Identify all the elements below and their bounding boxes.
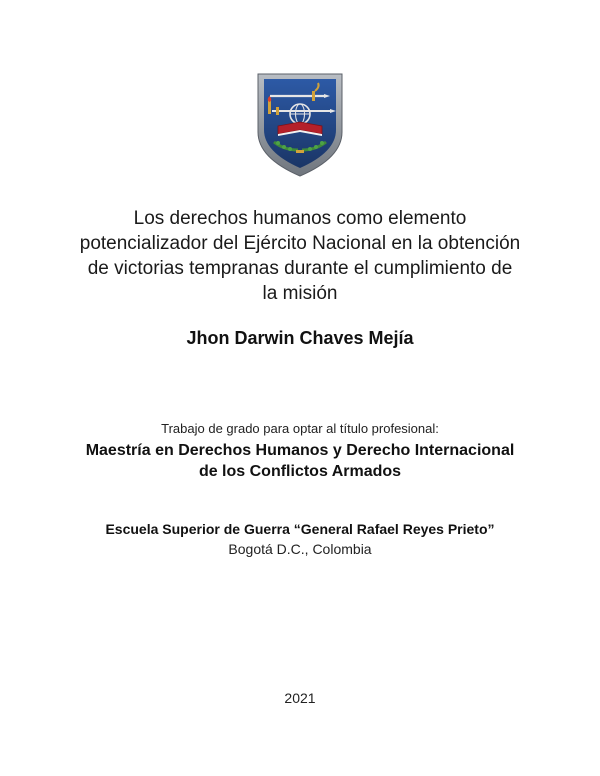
- military-school-crest-icon: [254, 70, 346, 178]
- thesis-title-line: potencializador del Ejército Nacional en la obtención: [79, 233, 521, 254]
- author-name: Jhon Darwin Chaves Mejía: [186, 328, 414, 348]
- thesis-title-line: la misión: [262, 283, 338, 304]
- thesis-title-line: de victorias tempranas durante el cumplimiento de: [87, 258, 513, 279]
- degree-purpose: Trabajo de grado para optar al título profesional:: [161, 421, 439, 436]
- city-location: Bogotá D.C., Colombia: [228, 541, 372, 557]
- thesis-title-line: Los derechos humanos como elemento: [133, 208, 467, 229]
- school-name: Escuela Superior de Guerra “General Rafael Reyes Prieto”: [105, 521, 495, 537]
- thesis-title: [60, 206, 540, 306]
- publication-year: 2021: [284, 690, 316, 706]
- degree-name-line: de los Conflictos Armados: [198, 463, 402, 480]
- degree-name-line: Maestría en Derechos Humanos y Derecho Internacional: [85, 442, 515, 459]
- degree-name: [60, 440, 540, 482]
